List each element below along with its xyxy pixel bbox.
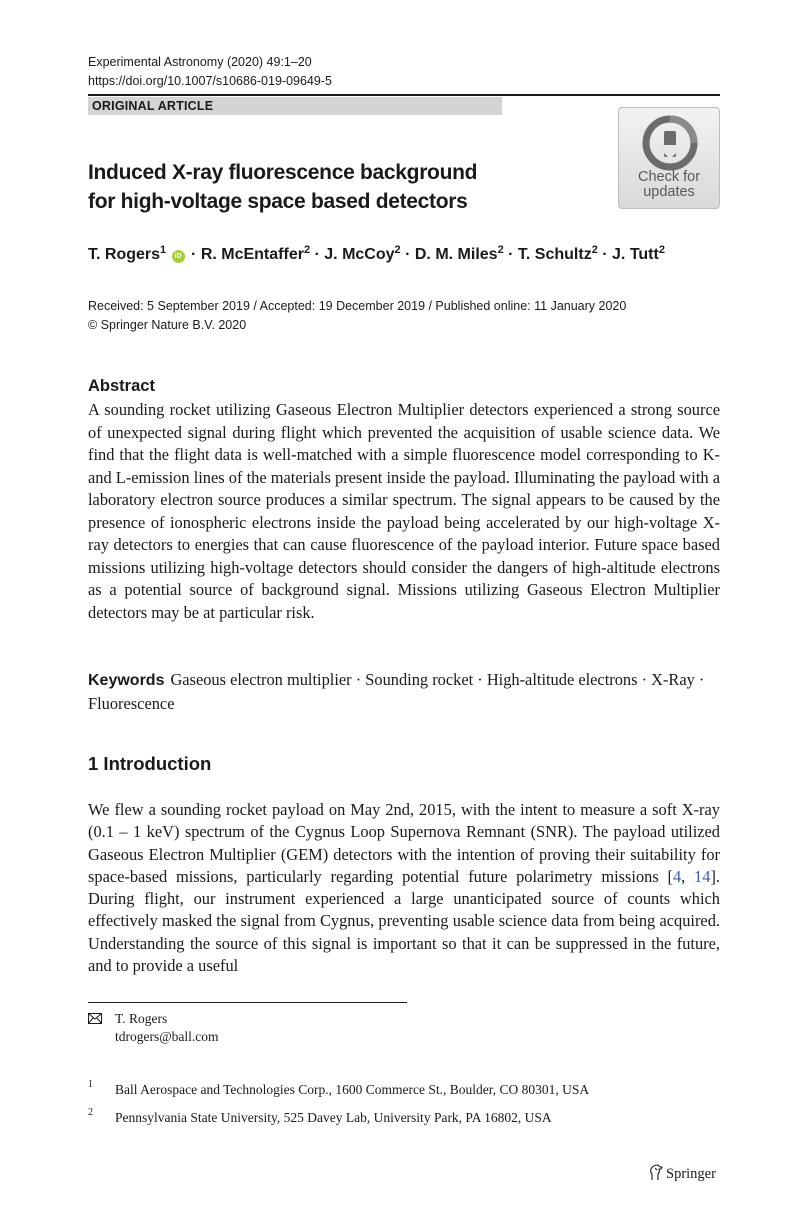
paper-title: Induced X-ray fluorescence background for high-voltage space based detectors [88,161,478,213]
author-name[interactable]: R. McEntaffer [200,246,304,263]
history-dates: Received: 5 September 2019 / Accepted: 19 December 2019 / Published online: 11 January 2020 [88,299,627,313]
affiliation-number: 1 [88,1079,93,1090]
header-rule [88,94,720,96]
author-affiliation-mark: 2 [497,244,504,256]
corresponding-author-email[interactable]: tdrogers@ball.com [115,1029,219,1044]
copyright: © Springer Nature B.V. 2020 [88,318,247,332]
affiliation-text: Pennsylvania State University, 525 Davey Lab, University Park, PA 16802, USA [115,1110,552,1125]
author-affiliation-mark: 2 [303,244,311,256]
author-name[interactable]: T. Schultz [517,246,592,263]
doi-link[interactable]: https://doi.org/10.1007/s10686-019-09649-5 [88,74,332,88]
author-affiliation-mark: 2 [591,244,598,256]
citation-link[interactable]: 14 [694,866,711,886]
section-heading: 1 Introduction [88,753,212,774]
article-type-banner: ORIGINAL ARTICLE [88,97,502,115]
publication-dates [88,297,626,335]
check-for-updates-icon [642,115,698,171]
publisher-logo [648,1164,716,1184]
journal-citation: Experimental Astronomy (2020) 49:1–20 [88,55,312,69]
check-for-updates-badge[interactable] [618,107,720,209]
abstract-text: A sounding rocket utilizing Gaseous Electron Multiplier detectors experienced a strong source of unexpected signal during flight which prevented the acquisition of usable science data. We find that the flight data is well-matched with a simple fluorescence model corresponding to K- and L-emission lines of the materials present inside the payload. Illuminating the payload with a laboratory electron source produces a similar spectrum. The signal appears to be caused by the presence of ionospheric electrons inside the payload being accelerated by our high-voltage X-ray detectors to energies that can cause fluorescence of the payload interior. Future space based missions utilizing high-voltage detectors should consider the dangers of high-altitude electrons as a potential source of background signal. Missions utilizing Gaseous Electron Multiplier detectors may be at particular risk. [88,400,720,622]
author-name[interactable]: T. Rogers [88,246,161,263]
publisher-name: Springer [666,1166,716,1182]
affiliation-number: 2 [88,1107,93,1118]
introduction-text: We flew a sounding rocket payload on May 2nd, 2015, with the intent to measure a soft X-ray (0.1 – 1 keV) spectrum of the Cygnus Loop Supernova Remnant (SNR). The payload utilized Gaseous Electron Multiplier (GEM) detectors with the intention of proving their suitability for space-based missions, particularly regarding potential future polarimetry missions [4, 14]. During flight, our instrument experienced a large unanticipated source of counts which effectively masked the signal from Cygnus, preventing usable science data from being acquired. Understanding the source of this signal is important so that it can be suppressed in the future, and to provide a useful [88,800,720,976]
author-name[interactable]: J. Tutt [612,246,659,263]
check-for-updates-label: Check for updates [637,169,701,200]
author-list: T. Rogers$^1$ iD · R. McEntaffer$^2$ · J. McCoy$^2$ · D. M. Miles$^2$ · T. Schultz$^2$ · J. Tutt$^2$ [88,244,665,263]
author-affiliation-mark: 1 [160,244,167,256]
affiliation-text: Ball Aerospace and Technologies Corp., 1600 Commerce St., Boulder, CO 80301, USA [115,1082,590,1097]
author-affiliation-mark: 2 [394,244,401,256]
keywords-text: Gaseous electron multiplier · Sounding rocket · High-altitude electrons · X-Ray · Fluorescence [88,670,705,713]
orcid-icon[interactable]: iD [172,250,185,263]
footnote-rule [88,1002,407,1003]
keywords [88,668,720,715]
author-name[interactable]: D. M. Miles [414,246,498,263]
author-affiliation-mark: 2 [658,244,665,256]
citation-link[interactable]: 4 [672,866,682,886]
keywords-label: Keywords [88,672,165,689]
envelope-icon [88,1013,102,1024]
corresponding-author-name: T. Rogers [115,1011,168,1026]
journal-header [88,53,332,91]
author-name[interactable]: J. McCoy [324,246,395,263]
abstract-heading: Abstract [88,377,155,395]
springer-horse-icon [648,1164,664,1181]
